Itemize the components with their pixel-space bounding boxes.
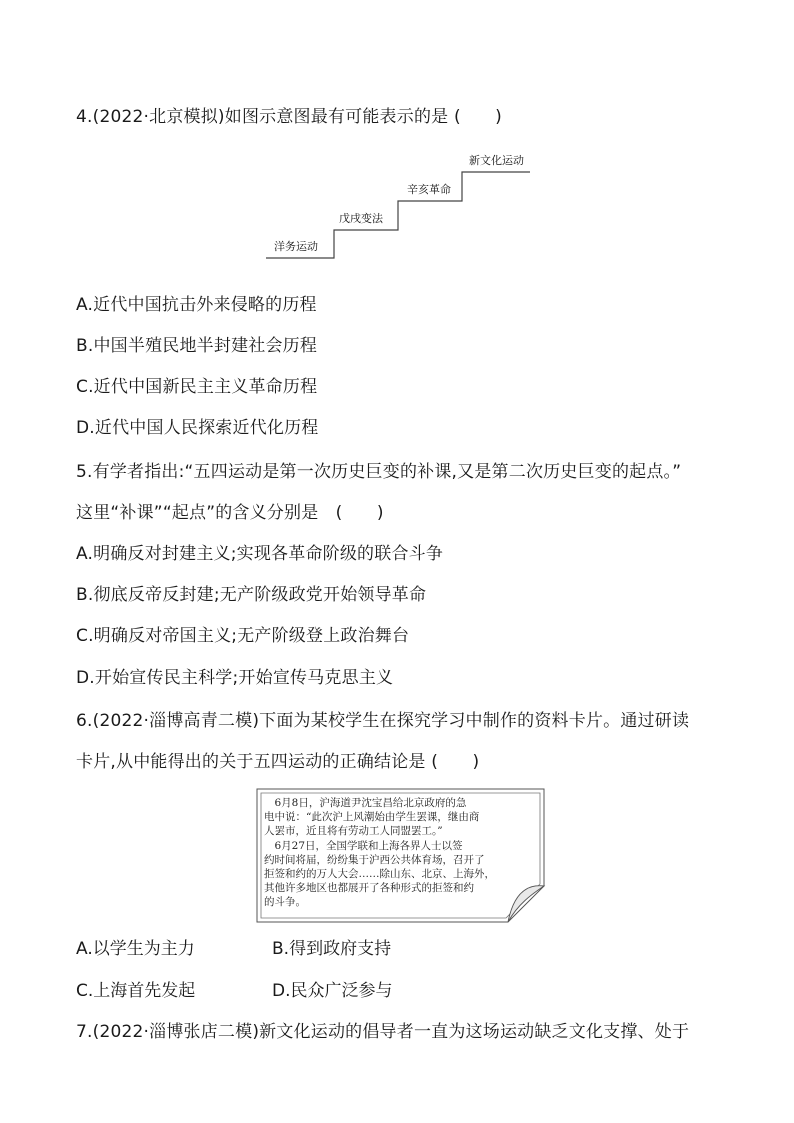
step-label-2: 戊戌变法 xyxy=(339,212,383,225)
card-text: 6月8日，沪海道尹沈宝昌给北京政府的急 电中说：“此次沪上风潮始由学生罢课，继由商 人罢市，近且将有劳动工人同盟罢工。” 6月27日，全国学联和上海各界人士以签 约时间将届，纷纷集于沪西公共体育场，召开了 拒签和约的万人大会……除山东、北京、上海外， 其他许多地区也都展开了各种形式的拒签和约 的斗争。 xyxy=(264,797,495,909)
stairs-diagram xyxy=(262,150,537,265)
step-label-1: 洋务运动 xyxy=(274,240,318,253)
q5-stem-line1: 5.有学者指出:“五四运动是第一次历史巨变的补课,又是第二次历史巨变的起点。” xyxy=(76,462,682,482)
q6-stem-line2: 卡片,从中能得出的关于五四运动的正确结论是 ( ) xyxy=(76,752,480,772)
q6-option-d: D.民众广泛参与 xyxy=(272,981,393,1001)
q6-stem-line1: 6.(2022·淄博高青二模)下面为某校学生在探究学习中制作的资料卡片。通过研读 xyxy=(76,711,690,731)
q7-stem-line1: 7.(2022·淄博张店二模)新文化运动的倡导者一直为这场运动缺乏文化支撑、处于 xyxy=(76,1022,690,1042)
q6-option-a: A.以学生为主力 xyxy=(76,939,195,959)
q5-option-c: C.明确反对帝国主义;无产阶级登上政治舞台 xyxy=(76,626,410,646)
q5-stem-line2: 这里“补课”“起点”的含义分别是 ( ) xyxy=(76,503,384,523)
q4-option-d: D.近代中国人民探索近代化历程 xyxy=(76,418,319,438)
q5-option-d: D.开始宣传民主科学;开始宣传马克思主义 xyxy=(76,668,394,688)
q6-option-b: B.得到政府支持 xyxy=(272,939,392,959)
q6-option-c: C.上海首先发起 xyxy=(76,981,196,1001)
q4-option-b: B.中国半殖民地半封建社会历程 xyxy=(76,336,318,356)
step-label-3: 辛亥革命 xyxy=(407,183,451,196)
q4-option-c: C.近代中国新民主主义革命历程 xyxy=(76,377,318,397)
q4-stem: 4.(2022·北京模拟)如图示意图最有可能表示的是 ( ) xyxy=(76,107,503,127)
q4-option-a: A.近代中国抗击外来侵略的历程 xyxy=(76,295,317,315)
q5-option-a: A.明确反对封建主义;实现各革命阶级的联合斗争 xyxy=(76,544,444,564)
step-label-4: 新文化运动 xyxy=(469,154,524,167)
q5-option-b: B.彻底反帝反封建;无产阶级政党开始领导革命 xyxy=(76,585,427,605)
